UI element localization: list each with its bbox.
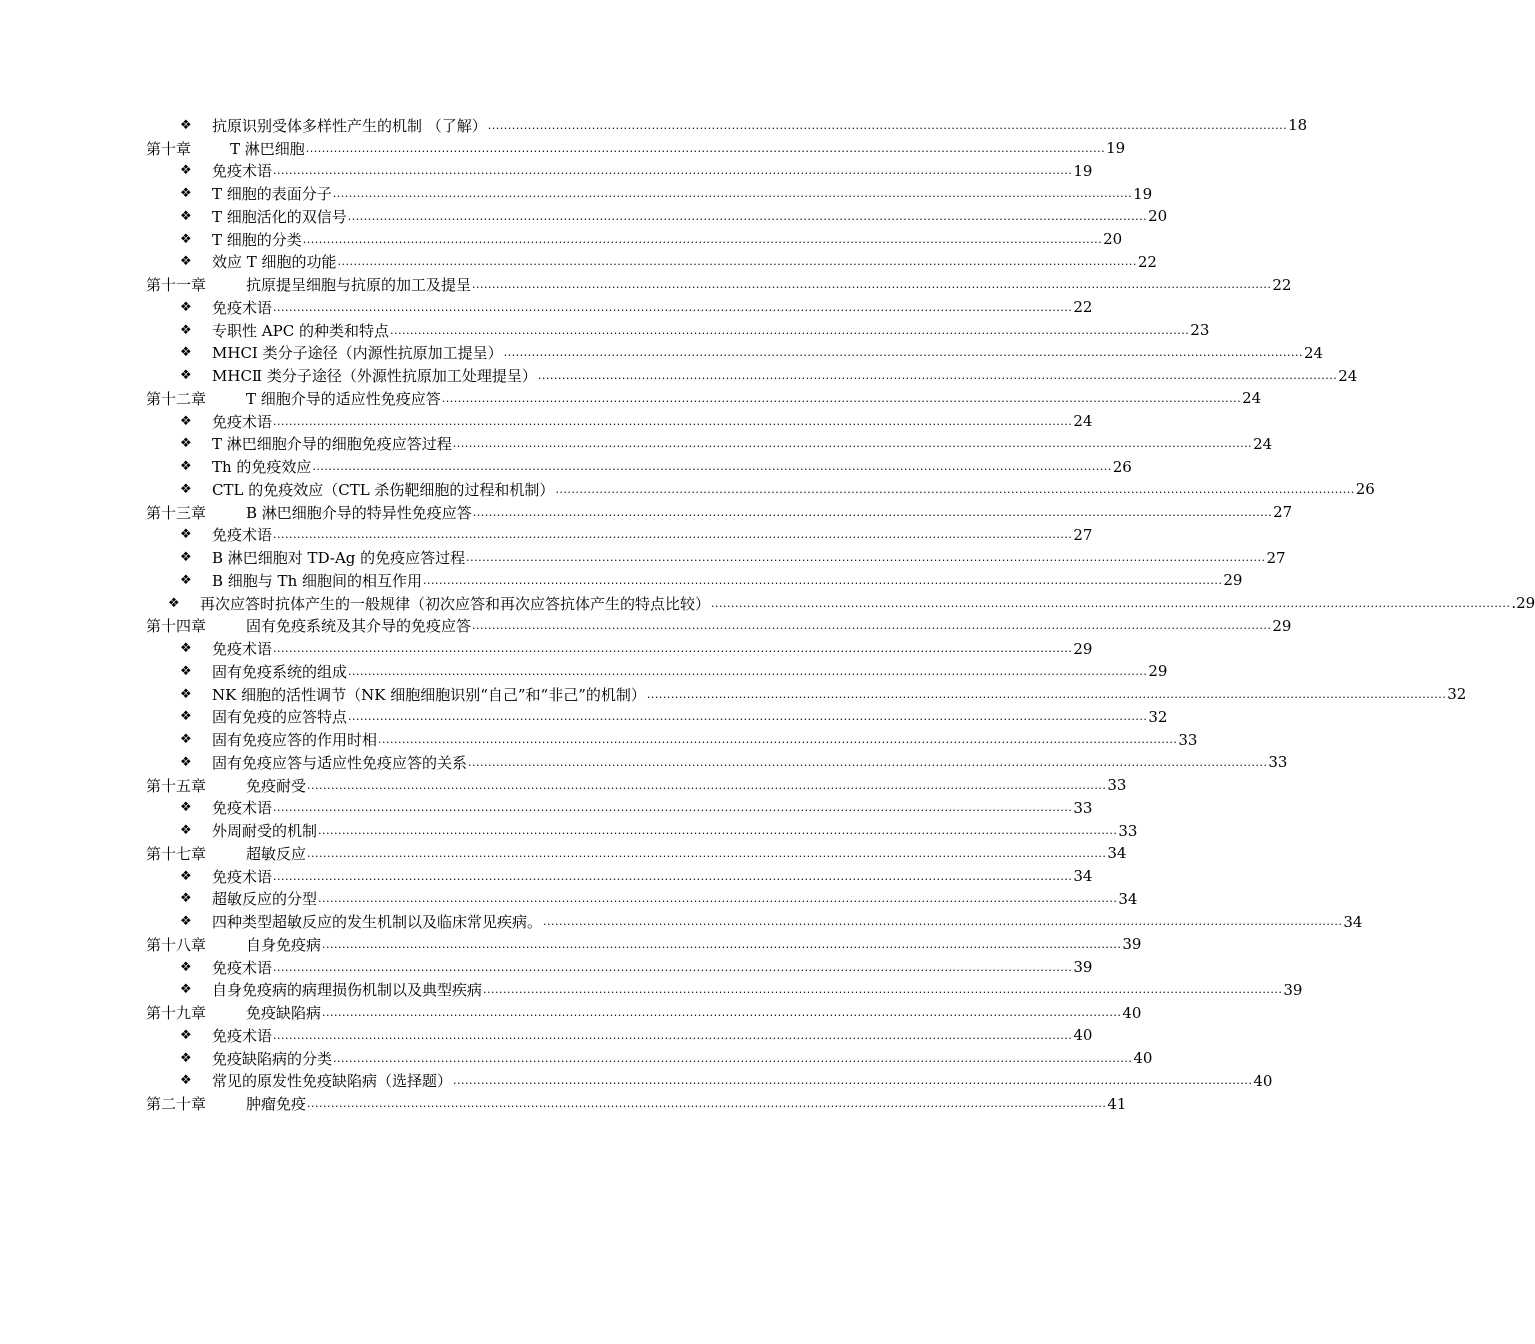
page-number: 19 <box>1073 161 1093 180</box>
entry-title: 常见的原发性免疫缺陷病（选择题） <box>212 1072 453 1091</box>
toc-section-entry[interactable] <box>146 797 1093 820</box>
entry-title: B 淋巴细胞对 TD-Ag 的免疫应答过程 <box>212 549 466 568</box>
dot-leader <box>273 801 1072 819</box>
page-number: 33 <box>1107 776 1127 795</box>
diamond-bullet-icon: ❖ <box>180 459 192 475</box>
diamond-bullet-icon: ❖ <box>180 436 192 452</box>
entry-title: NK 细胞的活性调节（NK 细胞细胞识别“自己”和“非己”的机制） <box>212 685 646 704</box>
entry-title: T 淋巴细胞介导的细胞免疫应答过程 <box>212 435 452 454</box>
toc-section-entry[interactable] <box>146 228 1123 251</box>
toc-chapter-entry[interactable] <box>146 387 1262 410</box>
toc-section-entry[interactable] <box>146 979 1303 1002</box>
page-number: 29 <box>1073 639 1093 658</box>
toc-section-entry[interactable] <box>146 182 1153 205</box>
entry-title: 抗原提呈细胞与抗原的加工及提呈 <box>246 276 472 295</box>
diamond-bullet-icon: ❖ <box>180 982 192 998</box>
diamond-bullet-icon: ❖ <box>180 868 192 884</box>
toc-section-entry[interactable] <box>146 888 1138 911</box>
diamond-bullet-icon: ❖ <box>180 686 192 702</box>
toc-section-entry[interactable] <box>146 546 1286 569</box>
page-number: .29 <box>1511 594 1535 613</box>
dot-leader <box>307 1097 1106 1115</box>
entry-title: 免疫缺陷病 <box>246 1004 322 1023</box>
diamond-bullet-icon: ❖ <box>180 959 192 975</box>
dot-leader <box>543 915 1342 933</box>
dot-leader <box>273 1029 1072 1047</box>
chapter-number: 第十七章 <box>146 844 207 863</box>
dot-leader <box>322 938 1121 956</box>
toc-section-entry[interactable] <box>146 433 1273 456</box>
toc-section-entry[interactable] <box>146 683 1467 706</box>
entry-title: T 细胞的表面分子 <box>212 185 332 204</box>
entry-title: 自身免疫病的病理损伤机制以及典型疾病 <box>212 981 483 1000</box>
entry-title: 固有免疫系统的组成 <box>212 662 348 681</box>
dot-leader <box>303 233 1102 251</box>
page-number: 32 <box>1447 685 1467 704</box>
page-number: 34 <box>1118 889 1138 908</box>
diamond-bullet-icon: ❖ <box>180 754 192 770</box>
diamond-bullet-icon: ❖ <box>180 641 192 657</box>
dot-leader <box>273 961 1072 979</box>
toc-chapter-entry[interactable] <box>146 615 1292 638</box>
page-number: 33 <box>1268 753 1288 772</box>
dot-leader <box>473 506 1272 524</box>
diamond-bullet-icon: ❖ <box>180 663 192 679</box>
entry-title: 超敏反应 <box>246 844 307 863</box>
diamond-bullet-icon: ❖ <box>180 1027 192 1043</box>
entry-title: 免疫术语 <box>212 799 273 818</box>
toc-section-entry[interactable] <box>146 410 1093 433</box>
diamond-bullet-icon: ❖ <box>180 368 192 384</box>
toc-chapter-entry[interactable] <box>146 137 1126 160</box>
dot-leader <box>273 415 1072 433</box>
toc-section-entry[interactable] <box>146 478 1375 501</box>
page-number: 39 <box>1122 935 1142 954</box>
toc-chapter-entry[interactable] <box>146 1092 1127 1115</box>
page-number: 39 <box>1283 980 1303 999</box>
dot-leader <box>555 483 1354 501</box>
page-number: 41 <box>1107 1094 1127 1113</box>
toc-chapter-entry[interactable] <box>146 1001 1142 1024</box>
page-number: 27 <box>1266 548 1286 567</box>
entry-title: 免疫术语 <box>212 958 273 977</box>
page-number: 18 <box>1288 116 1308 135</box>
toc-section-entry[interactable] <box>146 1070 1273 1093</box>
diamond-bullet-icon: ❖ <box>180 163 192 179</box>
entry-title: 免疫缺陷病的分类 <box>212 1049 333 1068</box>
chapter-number: 第十一章 <box>146 276 207 295</box>
dot-leader <box>322 1006 1121 1024</box>
page-number: 22 <box>1073 298 1093 317</box>
dot-leader <box>333 1052 1132 1070</box>
entry-title: 肿瘤免疫 <box>246 1095 307 1114</box>
page-number: 40 <box>1253 1071 1273 1090</box>
dot-leader <box>273 642 1072 660</box>
toc-section-entry[interactable] <box>146 114 1308 137</box>
chapter-number: 第十二章 <box>146 389 207 408</box>
page-number: 29 <box>1272 616 1292 635</box>
diamond-bullet-icon: ❖ <box>180 208 192 224</box>
toc-section-entry[interactable] <box>146 660 1168 683</box>
entry-title: T 淋巴细胞 <box>230 139 305 158</box>
toc-section-entry[interactable] <box>146 160 1093 183</box>
toc-chapter-entry[interactable] <box>146 273 1292 296</box>
diamond-bullet-icon: ❖ <box>180 800 192 816</box>
dot-leader <box>472 278 1271 296</box>
toc-chapter-entry[interactable] <box>146 933 1142 956</box>
dot-leader <box>348 210 1147 228</box>
toc-section-entry[interactable] <box>146 524 1093 547</box>
entry-title: CTL 的免疫效应（CTL 杀伤靶细胞的过程和机制） <box>212 480 555 499</box>
entry-title: 免疫术语 <box>212 640 273 659</box>
page-number: 34 <box>1107 844 1127 863</box>
diamond-bullet-icon: ❖ <box>180 345 192 361</box>
dot-leader <box>333 187 1132 205</box>
diamond-bullet-icon: ❖ <box>180 914 192 930</box>
diamond-bullet-icon: ❖ <box>180 709 192 725</box>
entry-title: MHCⅡ 类分子途径（外源性抗原加工处理提呈） <box>212 367 537 386</box>
dot-leader <box>273 870 1072 888</box>
page-number: 22 <box>1137 252 1157 271</box>
dot-leader <box>390 324 1189 342</box>
toc-section-entry[interactable] <box>146 728 1198 751</box>
toc-section-entry[interactable] <box>146 319 1210 342</box>
page-number: 34 <box>1073 867 1093 886</box>
diamond-bullet-icon: ❖ <box>180 1050 192 1066</box>
chapter-number: 第十章 <box>146 139 192 158</box>
page-number: 26 <box>1355 480 1375 499</box>
chapter-number: 第十三章 <box>146 503 207 522</box>
entry-title: 免疫术语 <box>212 526 273 545</box>
diamond-bullet-icon: ❖ <box>180 186 192 202</box>
entry-title: 自身免疫病 <box>246 935 322 954</box>
dot-leader <box>466 551 1265 569</box>
dot-leader <box>468 756 1267 774</box>
dot-leader <box>306 142 1105 160</box>
page-number: 27 <box>1073 525 1093 544</box>
page-number: 22 <box>1272 275 1292 294</box>
toc-section-entry[interactable] <box>146 251 1157 274</box>
toc-section-entry[interactable] <box>146 1047 1153 1070</box>
dot-leader <box>307 847 1106 865</box>
entry-title: 免疫术语 <box>212 1026 273 1045</box>
page-number: 40 <box>1133 1049 1153 1068</box>
dot-leader <box>273 164 1072 182</box>
toc-section-entry[interactable] <box>146 637 1093 660</box>
entry-title: 固有免疫的应答特点 <box>212 708 348 727</box>
page-number: 26 <box>1112 457 1132 476</box>
dot-leader <box>307 779 1106 797</box>
page-number: 33 <box>1073 798 1093 817</box>
diamond-bullet-icon: ❖ <box>180 231 192 247</box>
toc-section-entry[interactable] <box>146 819 1138 842</box>
chapter-number: 第十四章 <box>146 617 207 636</box>
entry-title: Th 的免疫效应 <box>212 458 312 477</box>
entry-title: 外周耐受的机制 <box>212 822 318 841</box>
diamond-bullet-icon: ❖ <box>180 527 192 543</box>
dot-leader <box>338 255 1137 273</box>
toc-section-entry[interactable] <box>146 1024 1093 1047</box>
toc-section-entry[interactable] <box>146 205 1168 228</box>
diamond-bullet-icon: ❖ <box>180 891 192 907</box>
chapter-number: 第十五章 <box>146 776 207 795</box>
page-number: 29 <box>1148 662 1168 681</box>
page-number: 32 <box>1148 707 1168 726</box>
diamond-bullet-icon: ❖ <box>180 254 192 270</box>
dot-leader <box>488 119 1287 137</box>
toc-section-entry[interactable] <box>146 342 1324 365</box>
page-number: 34 <box>1343 912 1363 931</box>
page-number: 24 <box>1073 412 1093 431</box>
page-number: 33 <box>1178 730 1198 749</box>
page-number: 23 <box>1190 321 1210 340</box>
diamond-bullet-icon: ❖ <box>180 117 192 133</box>
entry-title: 固有免疫系统及其介导的免疫应答 <box>246 617 472 636</box>
diamond-bullet-icon: ❖ <box>180 572 192 588</box>
entry-title: B 淋巴细胞介导的特异性免疫应答 <box>246 503 472 522</box>
page-number: 39 <box>1073 958 1093 977</box>
dot-leader <box>472 619 1271 637</box>
toc-chapter-entry[interactable] <box>146 774 1127 797</box>
diamond-bullet-icon: ❖ <box>180 299 192 315</box>
entry-title: 专职性 APC 的种类和特点 <box>212 321 389 340</box>
dot-leader <box>442 392 1241 410</box>
page-number: 27 <box>1273 503 1293 522</box>
dot-leader <box>318 824 1117 842</box>
dot-leader <box>348 665 1147 683</box>
entry-title: 固有免疫应答与适应性免疫应答的关系 <box>212 753 468 772</box>
diamond-bullet-icon: ❖ <box>168 595 180 611</box>
dot-leader <box>378 733 1177 751</box>
diamond-bullet-icon: ❖ <box>180 823 192 839</box>
page-number: 19 <box>1133 184 1153 203</box>
dot-leader <box>647 688 1446 706</box>
entry-title: 四种类型超敏反应的发生机制以及临床常见疾病。 <box>212 913 543 932</box>
toc-section-entry[interactable] <box>146 592 1535 615</box>
table-of-contents <box>146 114 1535 1115</box>
toc-section-entry[interactable] <box>146 956 1093 979</box>
dot-leader <box>348 710 1147 728</box>
diamond-bullet-icon: ❖ <box>180 1073 192 1089</box>
dot-leader <box>273 301 1072 319</box>
page-number: 20 <box>1103 230 1123 249</box>
entry-title: T 细胞活化的双信号 <box>212 207 347 226</box>
page-number: 24 <box>1242 389 1262 408</box>
entry-title: 抗原识别受体多样性产生的机制 （了解） <box>212 116 487 135</box>
chapter-number: 第二十章 <box>146 1095 207 1114</box>
toc-section-entry[interactable] <box>146 865 1093 888</box>
entry-title: 超敏反应的分型 <box>212 890 318 909</box>
dot-leader <box>312 460 1111 478</box>
diamond-bullet-icon: ❖ <box>180 481 192 497</box>
page-number: 40 <box>1122 1003 1142 1022</box>
toc-section-entry[interactable] <box>146 751 1288 774</box>
toc-section-entry[interactable] <box>146 706 1168 729</box>
toc-section-entry[interactable] <box>146 455 1132 478</box>
entry-title: 免疫术语 <box>212 162 273 181</box>
entry-title: 效应 T 细胞的功能 <box>212 253 337 272</box>
page-number: 24 <box>1303 343 1324 362</box>
entry-title: T 细胞的分类 <box>212 230 302 249</box>
chapter-number: 第十八章 <box>146 935 207 954</box>
dot-leader <box>711 597 1510 615</box>
entry-title: 再次应答时抗体产生的一般规律（初次应答和再次应答抗体产生的特点比较） <box>200 594 711 613</box>
dot-leader <box>453 1074 1252 1092</box>
page-number: 20 <box>1148 207 1168 226</box>
toc-section-entry[interactable] <box>146 569 1243 592</box>
page-number: 19 <box>1106 139 1126 158</box>
chapter-number: 第十九章 <box>146 1004 207 1023</box>
page-number: 40 <box>1073 1026 1093 1045</box>
diamond-bullet-icon: ❖ <box>180 550 192 566</box>
dot-leader <box>538 369 1337 387</box>
dot-leader <box>423 574 1222 592</box>
dot-leader <box>273 528 1072 546</box>
entry-title: 免疫术语 <box>212 412 273 431</box>
toc-section-entry[interactable] <box>146 910 1363 933</box>
toc-chapter-entry[interactable] <box>146 842 1127 865</box>
diamond-bullet-icon: ❖ <box>180 322 192 338</box>
dot-leader <box>318 892 1117 910</box>
diamond-bullet-icon: ❖ <box>180 732 192 748</box>
dot-leader <box>504 346 1303 364</box>
dot-leader <box>453 437 1252 455</box>
page-number: 24 <box>1253 434 1273 453</box>
page-number: 24 <box>1338 366 1358 385</box>
entry-title: 免疫术语 <box>212 867 273 886</box>
entry-title: 免疫术语 <box>212 298 273 317</box>
toc-chapter-entry[interactable] <box>146 501 1293 524</box>
toc-section-entry[interactable] <box>146 364 1358 387</box>
page-number: 33 <box>1118 821 1138 840</box>
toc-section-entry[interactable] <box>146 296 1093 319</box>
entry-title: 免疫耐受 <box>246 776 307 795</box>
diamond-bullet-icon: ❖ <box>180 413 192 429</box>
entry-title: MHCⅠ 类分子途径（内源性抗原加工提呈） <box>212 344 503 363</box>
dot-leader <box>483 983 1282 1001</box>
entry-title: B 细胞与 Th 细胞间的相互作用 <box>212 571 422 590</box>
page-number: 29 <box>1223 571 1243 590</box>
entry-title: T 细胞介导的适应性免疫应答 <box>246 389 441 408</box>
entry-title: 固有免疫应答的作用时相 <box>212 731 378 750</box>
